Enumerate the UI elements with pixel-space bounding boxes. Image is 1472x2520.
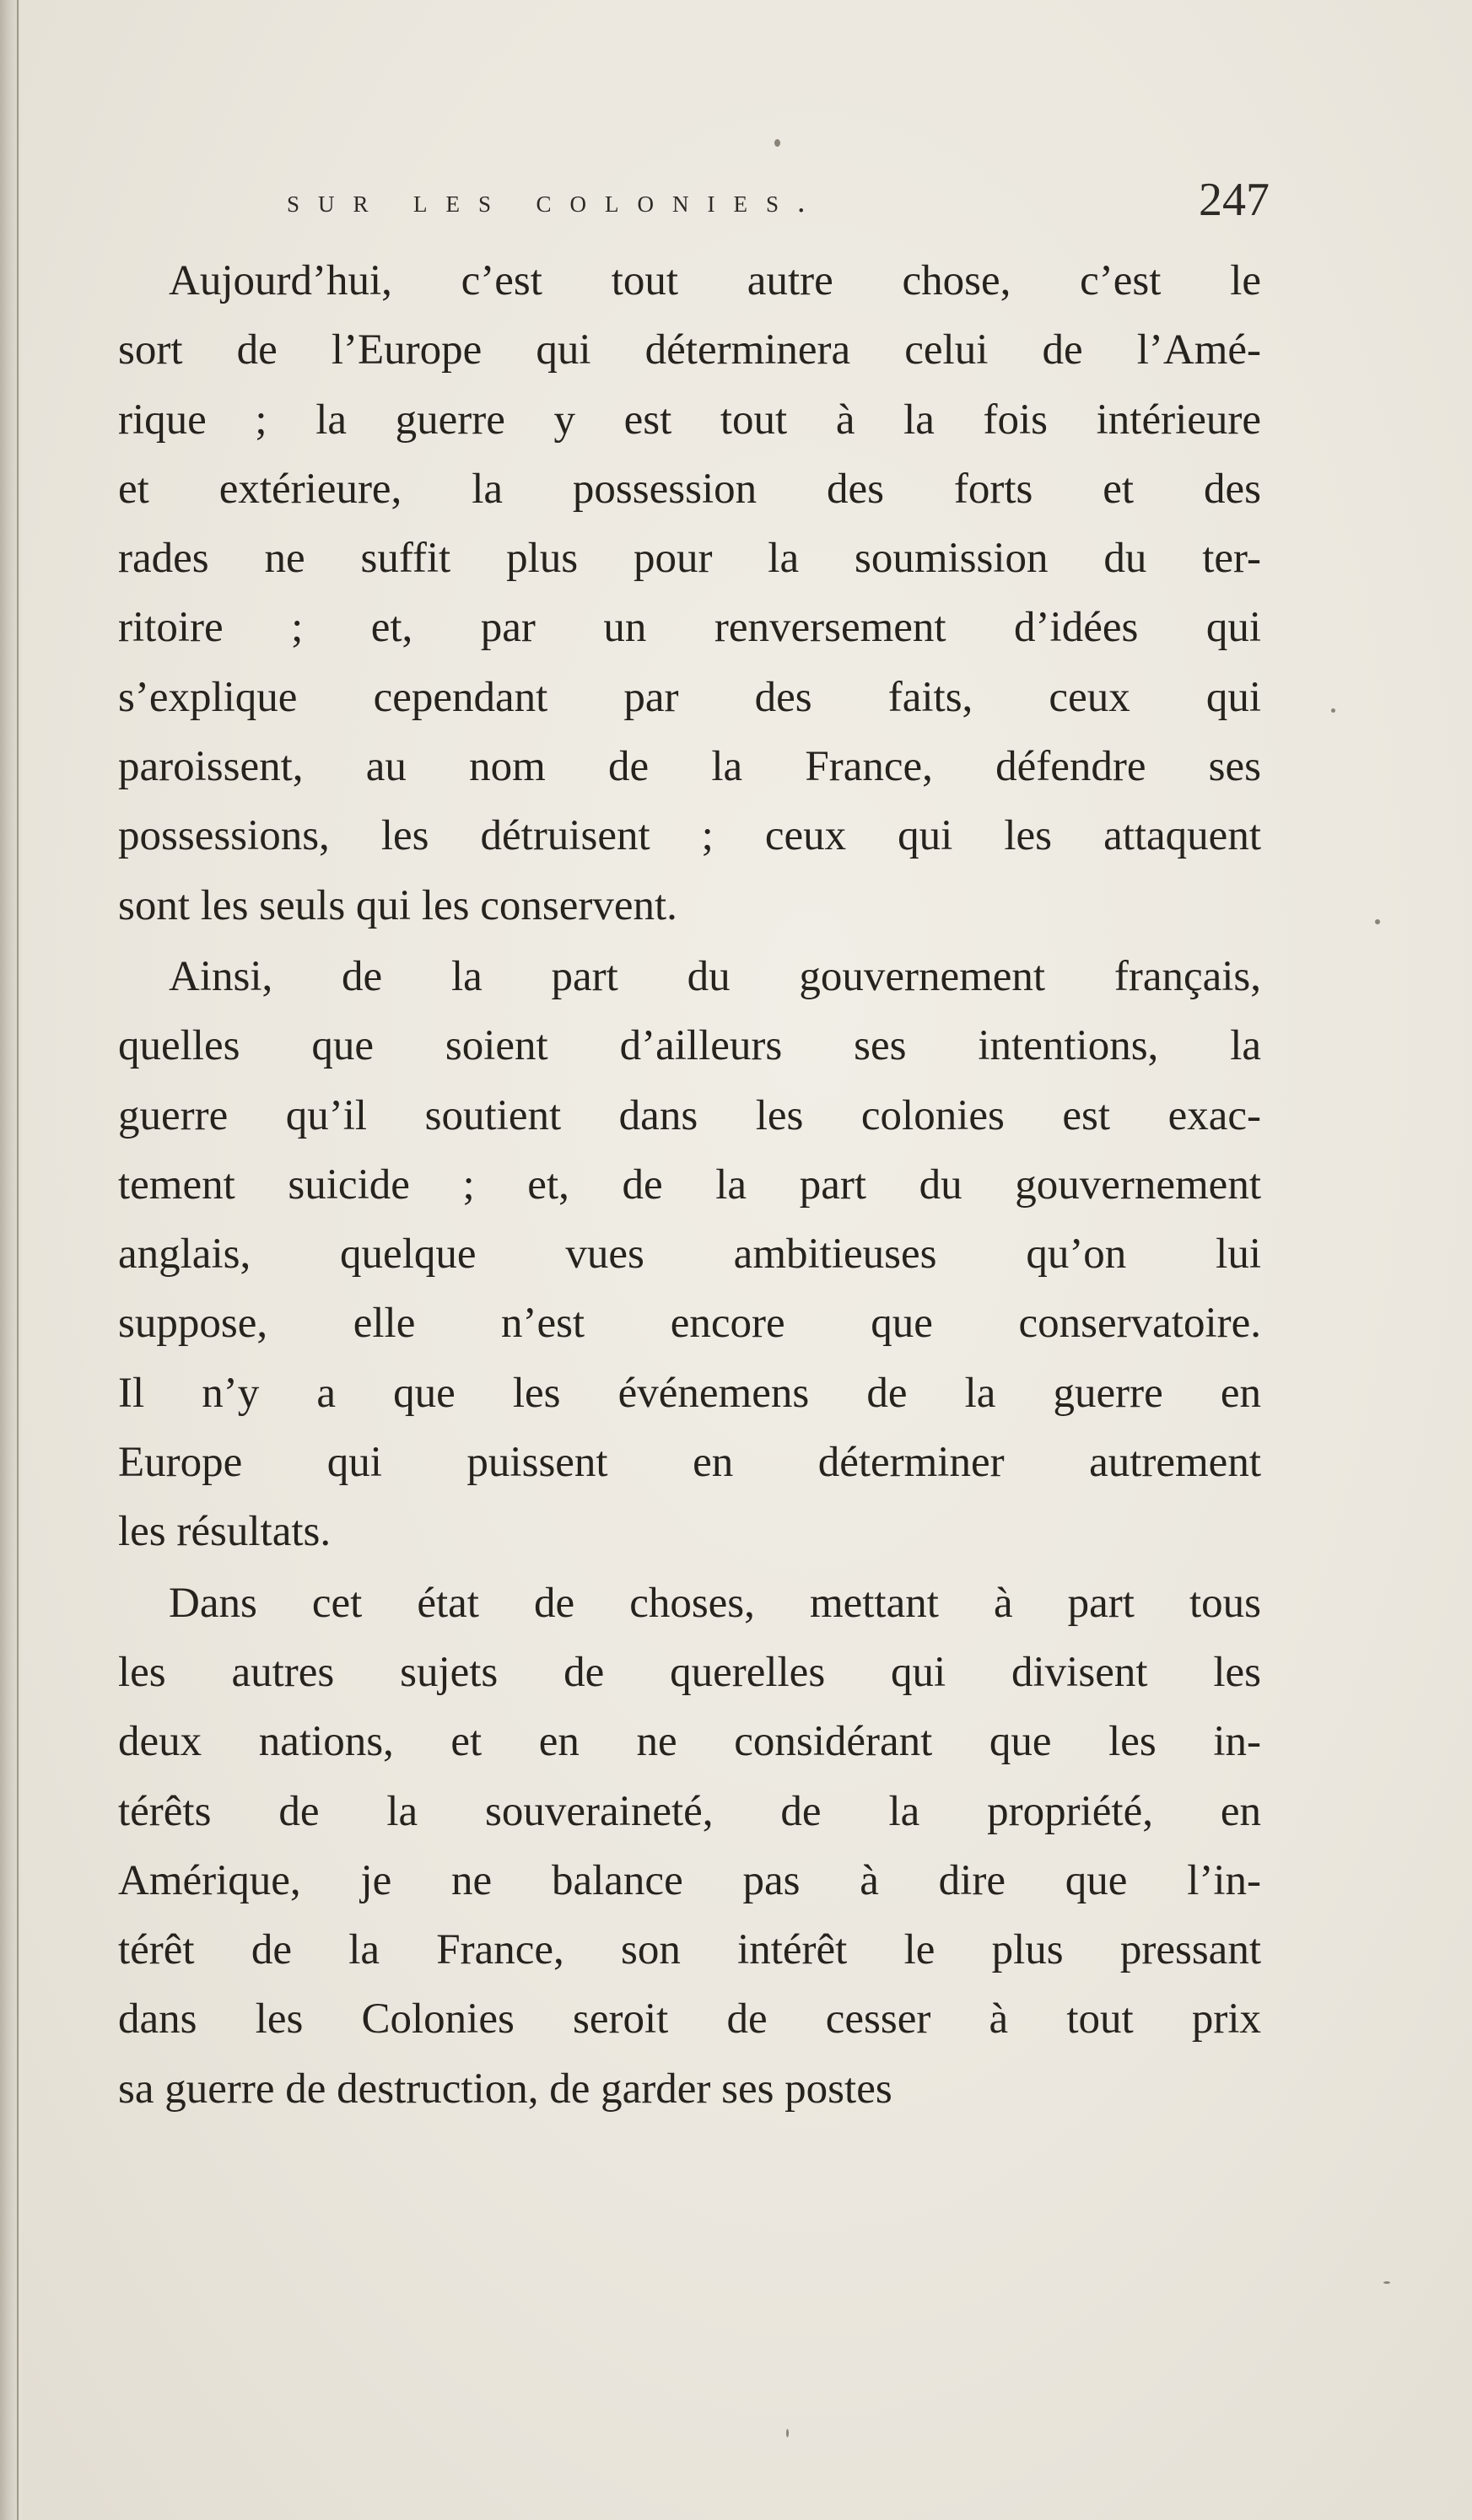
paper-speck bbox=[774, 139, 780, 147]
text-line: Ainsi, de la part du gouvernement français, bbox=[169, 952, 1261, 1000]
page-gutter-shadow bbox=[0, 0, 22, 2520]
paper-speck bbox=[786, 2429, 789, 2437]
text-line: les résultats. bbox=[118, 1508, 332, 1556]
paragraph bbox=[118, 1569, 1261, 2124]
paper-speck bbox=[1375, 919, 1380, 924]
page-header bbox=[127, 173, 1270, 232]
paragraph bbox=[118, 246, 1261, 940]
paper-speck bbox=[1331, 708, 1335, 713]
text-line: quelles que soient d’ailleurs ses intentions, la bbox=[118, 1022, 1261, 1070]
text-line: Dans cet état de choses, mettant à part tous bbox=[169, 1579, 1261, 1627]
text-line: tement suicide ; et, de la part du gouvernement bbox=[118, 1160, 1261, 1209]
text-line: les autres sujets de querelles qui divisent les bbox=[118, 1648, 1261, 1696]
text-line: Europe qui puissent en déterminer autrement bbox=[118, 1439, 1261, 1487]
text-line: ritoire ; et, par un renversement d’idées qui bbox=[118, 604, 1261, 652]
text-line: s’explique cependant par des faits, ceux qui bbox=[118, 673, 1261, 721]
body-text bbox=[118, 246, 1261, 2125]
paper-speck bbox=[1383, 2281, 1390, 2284]
text-line: guerre qu’il soutient dans les colonies est exac- bbox=[118, 1091, 1261, 1139]
text-line: Aujourd’hui, c’est tout autre chose, c’est le bbox=[169, 257, 1261, 304]
text-line: anglais, quelque vues ambitieuses qu’on lui bbox=[118, 1230, 1261, 1279]
text-line: possessions, les détruisent ; ceux qui les attaquent bbox=[118, 812, 1261, 860]
text-line: sa guerre de destruction, de garder ses postes bbox=[118, 2065, 892, 2113]
text-line: et extérieure, la possession des forts et des bbox=[118, 465, 1261, 513]
running-head: sur les colonies. bbox=[287, 184, 824, 219]
text-line: térêts de la souveraineté, de la propriété, en bbox=[118, 1787, 1261, 1835]
text-line: paroissent, au nom de la France, défendre ses bbox=[118, 743, 1261, 791]
text-line: rades ne suffit plus pour la soumission du ter- bbox=[118, 535, 1261, 583]
text-line: Amérique, je ne balance pas à dire que l’in- bbox=[118, 1856, 1261, 1904]
text-line: deux nations, et en ne considérant que les in- bbox=[118, 1718, 1261, 1766]
text-line: térêt de la France, son intérêt le plus pressant bbox=[118, 1926, 1261, 1974]
text-line: Il n’y a que les événemens de la guerre en bbox=[118, 1369, 1261, 1417]
page-edge-line bbox=[17, 0, 19, 2520]
text-line: rique ; la guerre y est tout à la fois intérieure bbox=[118, 396, 1261, 444]
text-line: sort de l’Europe qui déterminera celui de l’Amé- bbox=[118, 326, 1261, 374]
paragraph bbox=[118, 942, 1261, 1567]
page-number: 247 bbox=[1199, 174, 1270, 226]
text-line: suppose, elle n’est encore que conservatoire. bbox=[118, 1300, 1261, 1348]
text-line: sont les seuls qui les conservent. bbox=[118, 881, 677, 929]
text-line: dans les Colonies seroit de cesser à tout prix bbox=[118, 1995, 1261, 2043]
